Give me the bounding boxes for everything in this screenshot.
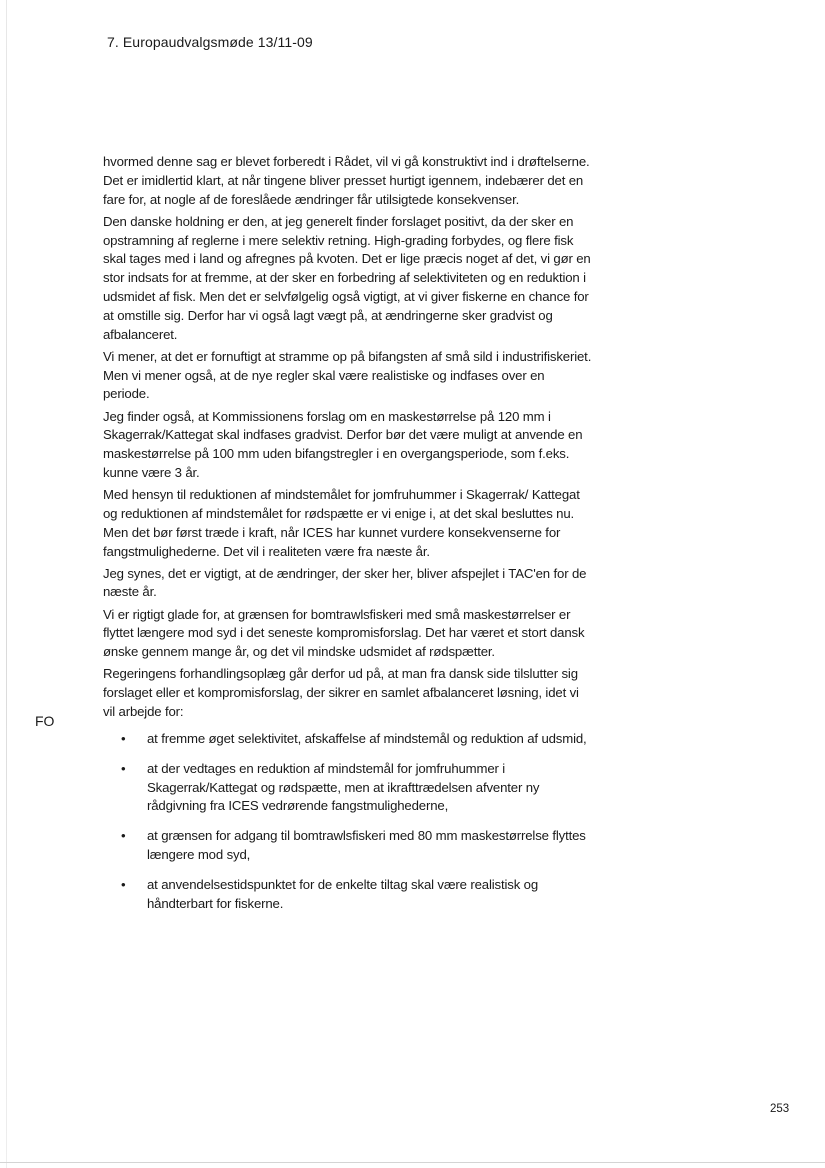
list-item	[103, 730, 593, 749]
paragraph-6: Jeg synes, det er vigtigt, at de ændringer, der sker her, bliver afspejlet i TAC'en for de næste år.	[103, 565, 587, 600]
paragraph-5: Med hensyn til reduktionen af mindstemålet for jomfruhummer i Skagerrak/ Kattegat og reduktionen af mindstemålet for rødspætte er vi enige i, at det skal besluttes nu. Men det bør først træde i kraft, når ICES har kunnet vurdere konsekvenserne for fangstmulighederne. Det vil i realiteten være fra næste år.	[103, 487, 580, 559]
bullet-icon: •	[121, 828, 126, 844]
bullet-list	[103, 730, 593, 914]
bullet-icon: •	[121, 877, 126, 893]
paragraph-7: Vi er rigtigt glade for, at grænsen for bomtrawlsfiskeri med små maskestørrelser er flyttet længere mod syd i det seneste kompromisforslag. Det har været et stort dansk ønske gennem mange år, og det vil mindske udsmidet af rødspætter.	[103, 606, 585, 660]
page-number: 253	[770, 1103, 790, 1115]
bullet-icon: •	[121, 760, 126, 776]
list-item-text: at fremme øget selektivitet, afskaffelse af mindstemål og reduktion af udsmid,	[147, 730, 587, 746]
bullet-icon: •	[121, 730, 126, 746]
list-item	[103, 876, 593, 914]
list-item-text: at anvendelsestidspunktet for de enkelte tiltag skal være realistisk og håndterbart for fiskerne.	[147, 877, 539, 911]
scan-edge-left	[6, 0, 7, 1168]
paragraph-8: Regeringens forhandlingsoplæg går derfor ud på, at man fra dansk side tilslutter sig forslaget eller et kompromisforslag, der sikrer en samlet afbalanceret løsning, idet vi vil arbejde for:	[103, 666, 579, 720]
paragraph-4: Jeg finder også, at Kommissionens forslag om en maskestørrelse på 120 mm i Skagerrak/Kattegat skal indfases gradvist. Derfor bør det være muligt at anvende en maskestørrelse på 100 mm uden bifangstregler i en overgangsperiode, som f.eks. kunne være 3 år.	[103, 408, 583, 480]
paragraph-2: Den danske holdning er den, at jeg generelt finder forslaget positivt, da der sker en opstramning af reglerne i mere selektiv retning. High-grading forbydes, og flere fisk skal tages med i land og afregnes på kvoten. Det er lige præcis noget af det, vi gør en stor indsats for at fremme, at der sker en forbedring af selektiviteten og en reduktion i udsmidet af fisk. Men det er selvfølgelig også vigtigt, at vi giver fiskerne en chance for at omstille sig. Derfor har vi også lagt vægt på, at ændringerne sker gradvist og afbalanceret.	[103, 213, 591, 342]
paragraph-3: Vi mener, at det er fornuftigt at stramme op på bifangsten af små sild i industrifiskeriet. Men vi mener også, at de nye regler skal være realistiske og indfases over en periode.	[103, 348, 592, 402]
list-item	[103, 760, 593, 816]
body-text	[103, 153, 593, 925]
paragraph-1: hvormed denne sag er blevet forberedt i Rådet, vil vi gå konstruktivt ind i drøftelserne. Det er imidlertid klart, at når tingene bliver presset hurtigt igennem, indebærer det en fare for, at nogle af de foreslåede ændringer får utilsigtede konsekvenser.	[103, 154, 590, 207]
list-item-text: at der vedtages en reduktion af mindstemål for jomfruhummer i Skagerrak/Kattegat og rødspætte, men at ikrafttrædelsen afventer ny rådgivning fra ICES vedrørende fangstmulighederne,	[147, 760, 540, 814]
page-header: 7. Europaudvalgsmøde 13/11-09	[107, 34, 313, 50]
margin-note: FO	[35, 713, 55, 729]
list-item-text: at grænsen for adgang til bomtrawlsfiskeri med 80 mm maskestørrelse flyttes længere mod syd,	[147, 828, 586, 863]
list-item	[103, 827, 593, 865]
scan-edge-bottom	[0, 1162, 825, 1163]
